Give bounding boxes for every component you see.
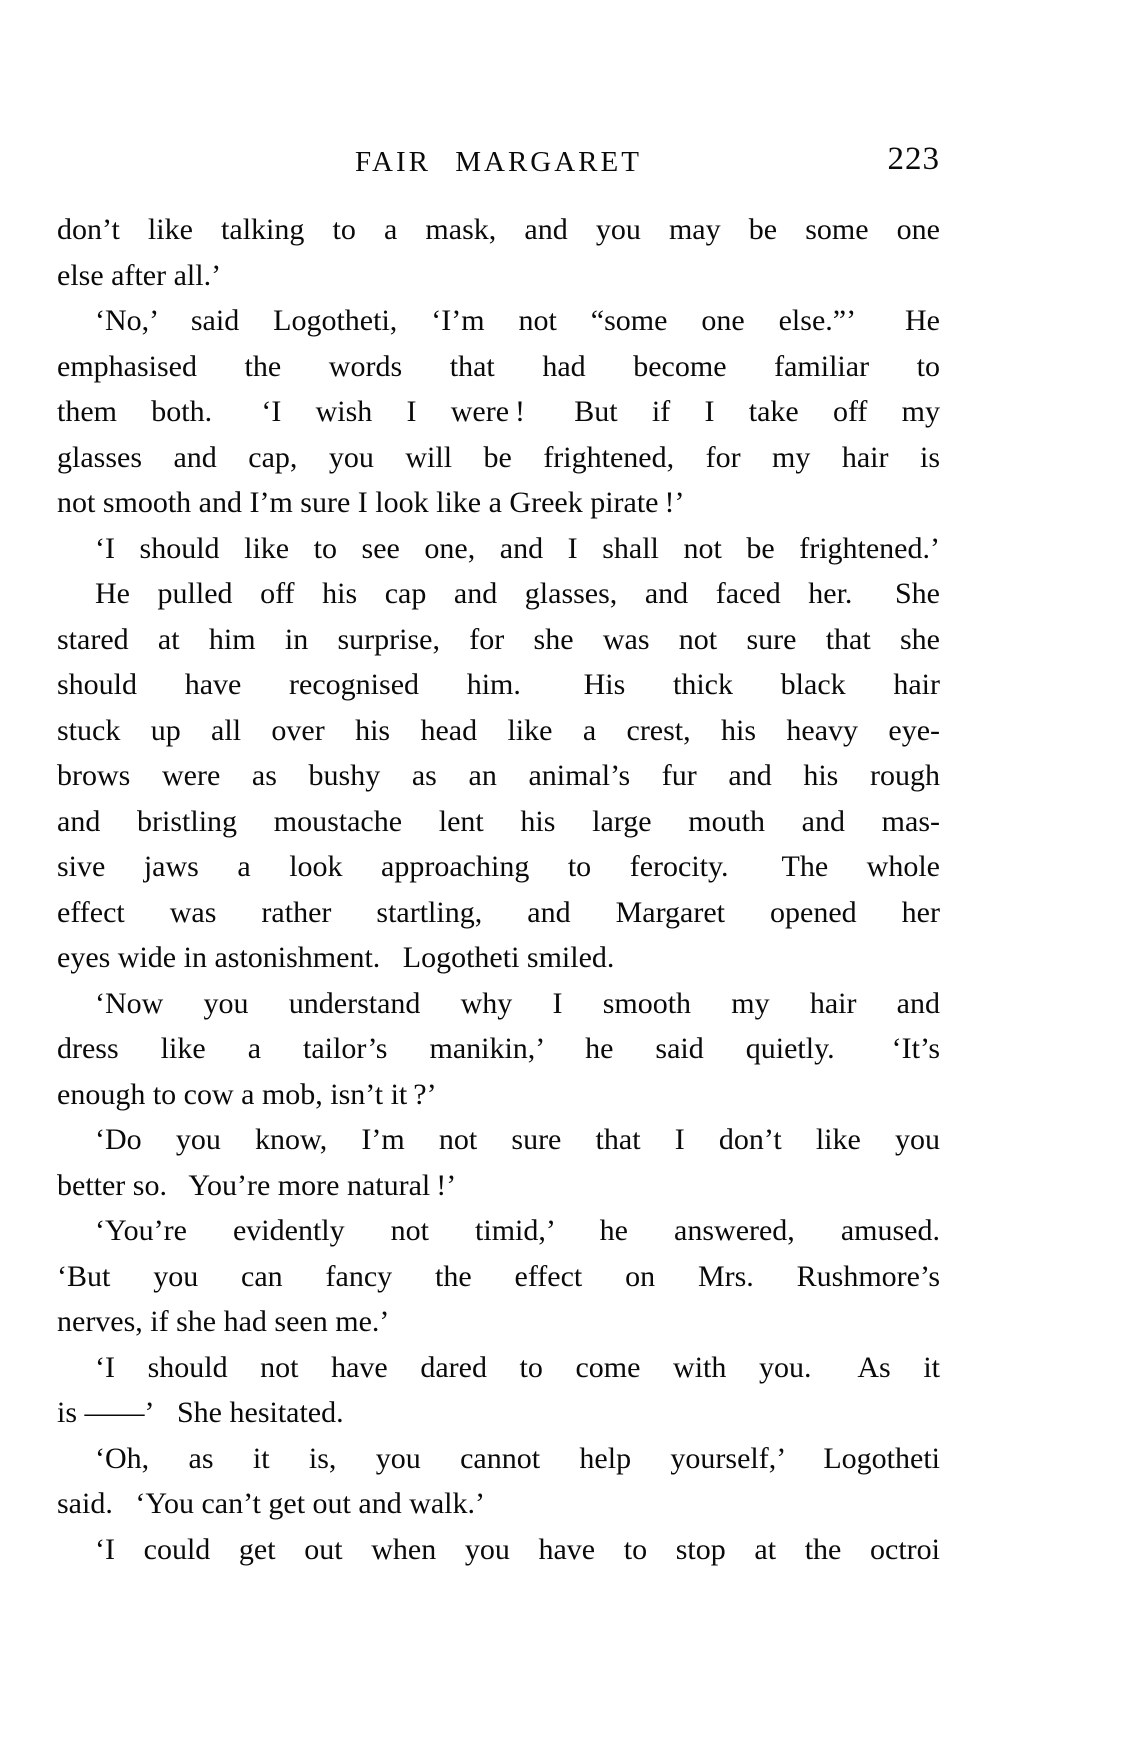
text-line: better so. You’re more natural !’ [57, 1168, 457, 1202]
text-block [57, 207, 940, 1572]
text-line: ‘Now you understand why I smooth my hair and [95, 986, 940, 1020]
page-title: FAIR MARGARET [355, 146, 642, 178]
text-line: stuck up all over his head like a crest, his heavy eye- [57, 713, 940, 747]
text-line: enough to cow a mob, isn’t it ?’ [57, 1077, 437, 1111]
text-line: ‘No,’ said Logotheti, ‘I’m not “some one else.”’ He [95, 304, 940, 337]
text-line: ‘I should not have dared to come with you. As it [95, 1350, 940, 1384]
text-line: ‘But you can fancy the effect on Mrs. Rushmore’s [57, 1259, 940, 1293]
text-line: should have recognised him. His thick black hair [57, 668, 940, 701]
text-line: ‘Oh, as it is, you cannot help yourself,’ Logotheti [95, 1441, 940, 1475]
text-line: He pulled off his cap and glasses, and faced her. She [95, 577, 940, 610]
text-line: ‘You’re evidently not timid,’ he answered, amused. [95, 1214, 940, 1247]
text-line: sive jaws a look approaching to ferocity. The whole [57, 850, 940, 883]
text-line: is ——’ She hesitated. [57, 1396, 344, 1429]
text-line: effect was rather startling, and Margaret opened her [57, 895, 940, 929]
text-line: don’t like talking to a mask, and you may be some one [57, 213, 940, 246]
text-line: eyes wide in astonishment. Logotheti smiled. [57, 941, 615, 974]
text-line: emphasised the words that had become familiar to [57, 349, 940, 383]
text-line: not smooth and I’m sure I look like a Greek pirate !’ [57, 486, 685, 519]
text-line: and bristling moustache lent his large mouth and mas- [57, 804, 940, 838]
text-line: else after all.’ [57, 258, 222, 292]
text-line: said. ‘You can’t get out and walk.’ [57, 1487, 485, 1520]
text-line: glasses and cap, you will be frightened, for my hair is [57, 440, 940, 474]
text-line: ‘I could get out when you have to stop at the octroi [95, 1532, 940, 1566]
text-line: dress like a tailor’s manikin,’ he said quietly. ‘It’s [57, 1032, 940, 1065]
page-number: 223 [887, 141, 940, 177]
text-line: them both. ‘I wish I were ! But if I take off my [57, 395, 940, 428]
running-head [57, 143, 940, 185]
text-line: stared at him in surprise, for she was not sure that she [57, 622, 940, 656]
text-line: nerves, if she had seen me.’ [57, 1305, 390, 1338]
text-line: brows were as bushy as an animal’s fur and his rough [57, 759, 940, 792]
text-line: ‘Do you know, I’m not sure that I don’t like you [95, 1123, 940, 1156]
text-line: ‘I should like to see one, and I shall not be frightened.’ [95, 531, 940, 565]
